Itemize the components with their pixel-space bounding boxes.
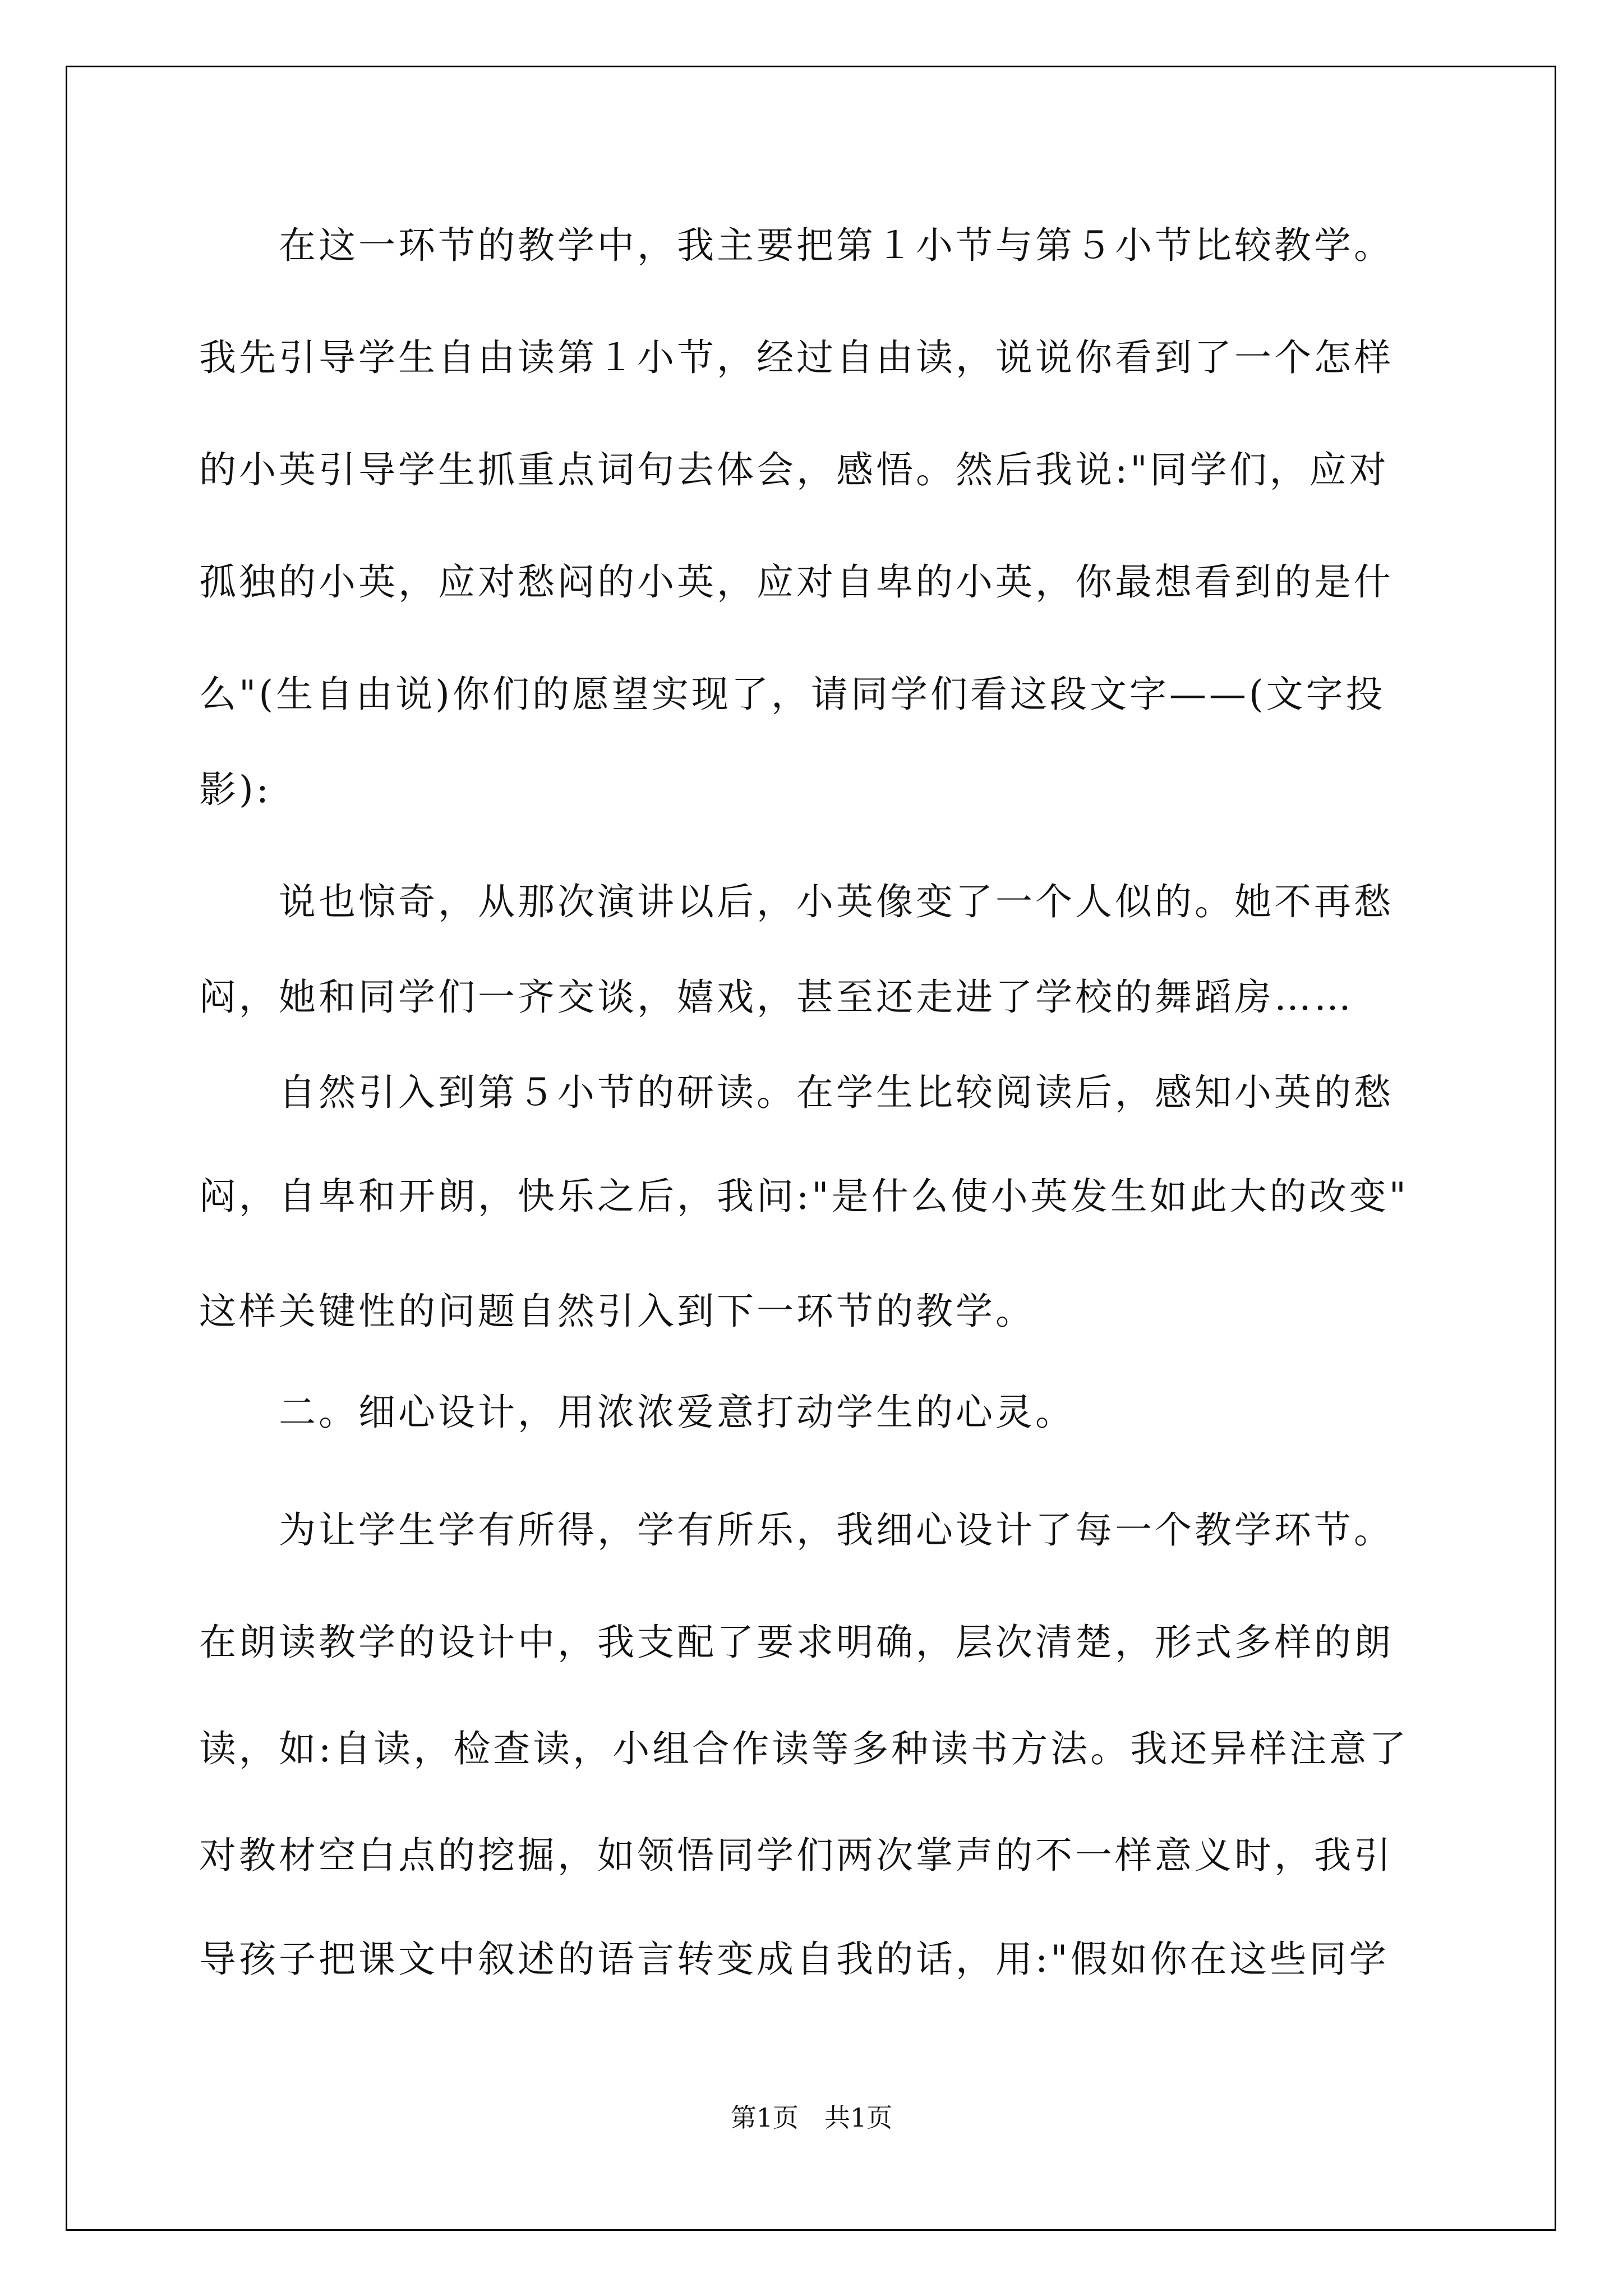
text-line: 导孩子把课文中叙述的语言转变成自我的话，用:"假如你在这些同学 bbox=[199, 1938, 1389, 1981]
text-line: 说也惊奇，从那次演讲以后，小英像变了一个人似的。她不再愁 bbox=[199, 880, 1394, 923]
text-line: 闷，自卑和开朗，快乐之后，我问:"是什么使小英发生如此大的改变" bbox=[199, 1175, 1409, 1218]
page-border bbox=[66, 66, 1556, 2231]
text-line: 孤独的小英，应对愁闷的小英，应对自卑的小英，你最想看到的是什 bbox=[199, 560, 1394, 604]
text-line: 为让学生学有所得，学有所乐，我细心设计了每一个教学环节。 bbox=[199, 1508, 1394, 1552]
text-line: 这样关键性的问题自然引入到下一环节的教学。 bbox=[199, 1290, 1035, 1333]
text-line: 影): bbox=[199, 768, 271, 811]
section-heading: 二。细心设计，用浓浓爱意打动学生的心灵。 bbox=[199, 1391, 1075, 1434]
text-line: 对教材空白点的挖掘，如领悟同学们两次掌声的不一样意义时，我引 bbox=[199, 1834, 1394, 1877]
text-line: 自然引入到第５小节的研读。在学生比较阅读后，感知小英的愁 bbox=[199, 1071, 1394, 1114]
text-line: 在这一环节的教学中，我主要把第１小节与第５小节比较教学。 bbox=[199, 224, 1394, 267]
page-footer: 第1页 共1页 bbox=[730, 2102, 893, 2133]
text-line: 我先引导学生自由读第１小节，经过自由读，说说你看到了一个怎样 bbox=[199, 336, 1394, 379]
text-line: 么"(生自由说)你们的愿望实现了，请同学们看这段文字——(文字投 bbox=[199, 673, 1386, 716]
text-line: 的小英引导学生抓重点词句去体会，感悟。然后我说:"同学们，应对 bbox=[199, 448, 1389, 491]
text-line: 闷，她和同学们一齐交谈，嬉戏，甚至还走进了学校的舞蹈房…… bbox=[199, 976, 1354, 1019]
text-line: 在朗读教学的设计中，我支配了要求明确，层次清楚，形式多样的朗 bbox=[199, 1621, 1394, 1664]
text-line: 读，如:自读，检查读，小组合作读等多种读书方法。我还异样注意了 bbox=[199, 1727, 1409, 1770]
